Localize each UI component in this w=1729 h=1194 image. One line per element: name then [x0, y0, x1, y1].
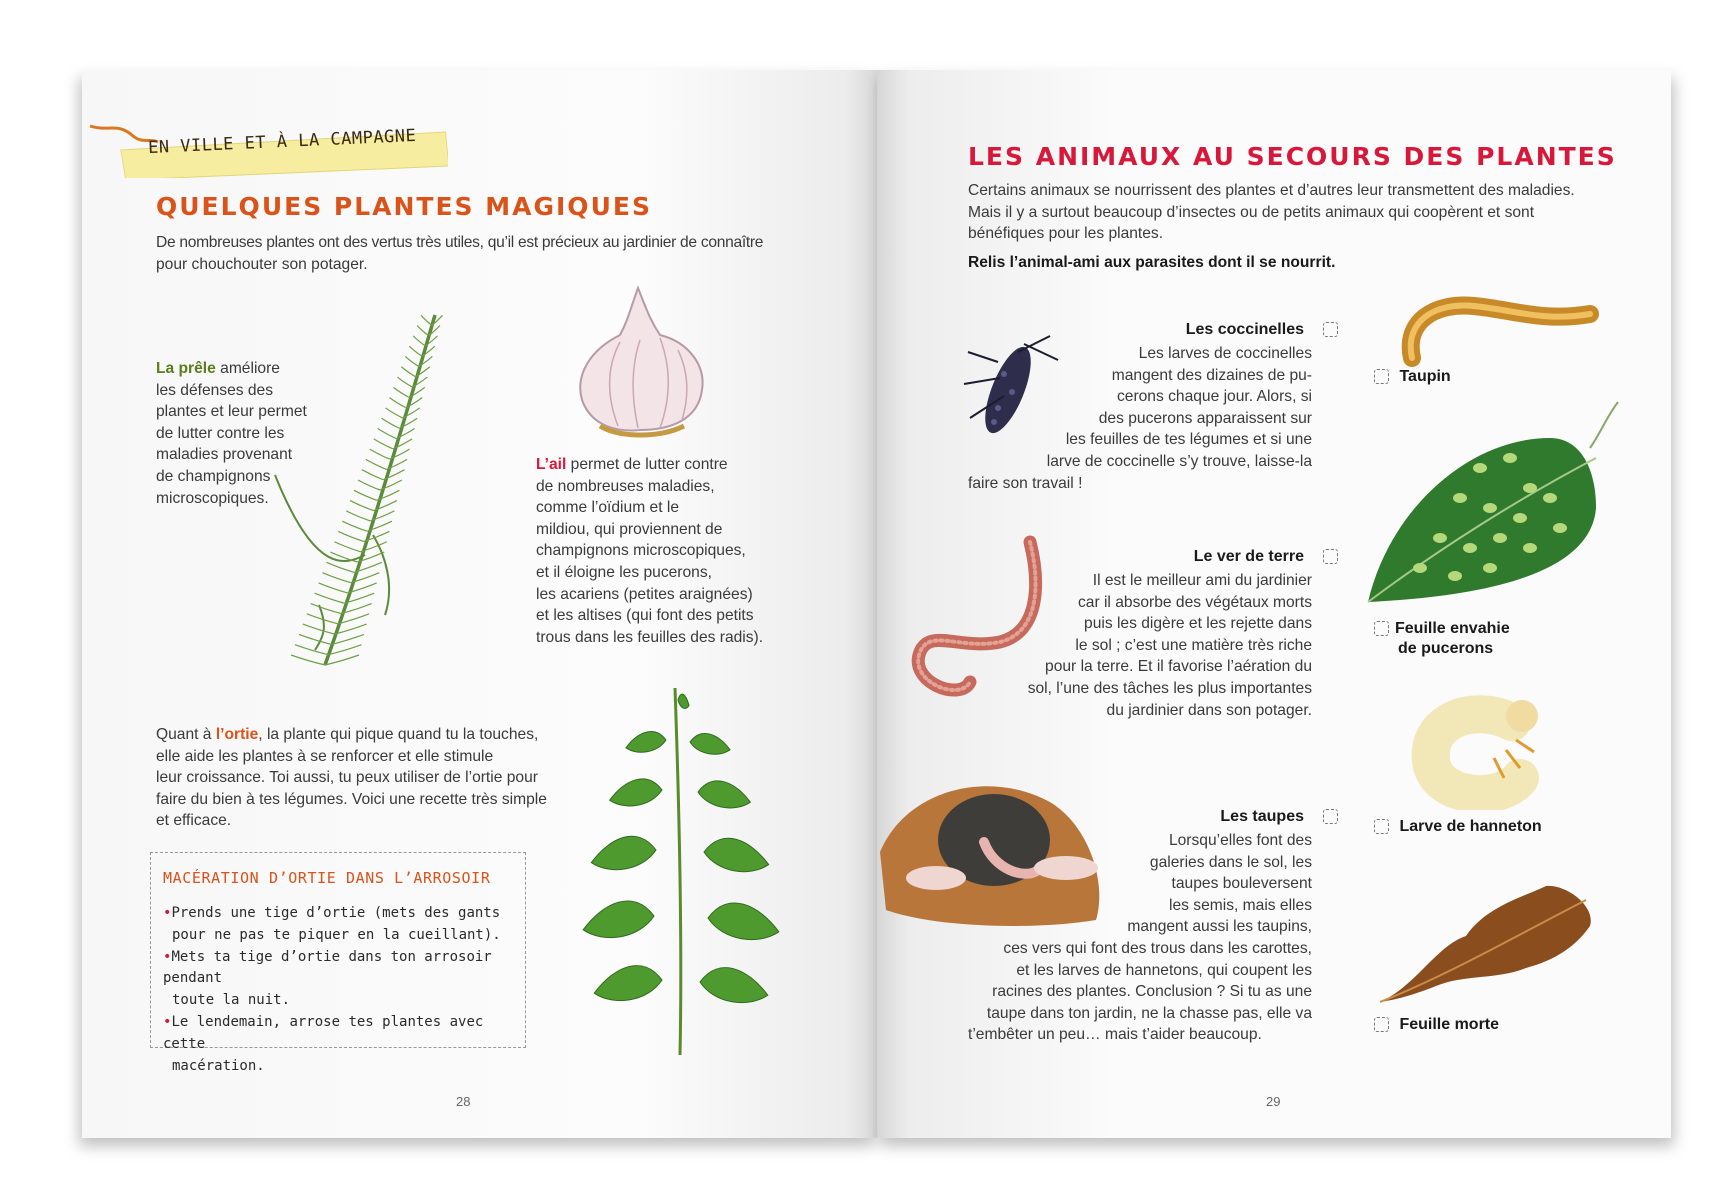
taupes-line: t’embêter un peu… mais t’aider beaucoup. [968, 1026, 1262, 1044]
ail-paragraph [536, 454, 796, 648]
taupes-line: mangent aussi les taupins, [1127, 918, 1312, 936]
garlic-illustration [560, 280, 720, 440]
coccinelles-title: Les coccinelles [1185, 321, 1304, 338]
intro-paragraph [968, 180, 1588, 245]
section-banner [88, 118, 448, 178]
taupes-line: taupe dans ton jardin, ne la chasse pas, elle va [986, 1004, 1312, 1022]
intro-line: Certains animaux se nourrissent des plantes et d’autres leur transmettent des maladies. [968, 182, 1575, 199]
page-number: 29 [1266, 1094, 1281, 1109]
ver-paragraph [968, 570, 1312, 721]
ver-title: Le ver de terre [1193, 548, 1304, 565]
aphid-leaf-label-cont: de pucerons [1398, 640, 1494, 657]
ail-line: et il éloigne les pucerons, [536, 563, 712, 581]
ortie-line: leur croissance. Toi aussi, tu peux utiliser de l’ortie pour [156, 769, 538, 787]
prele-line: plantes et leur permet [156, 403, 307, 421]
aphid-leaf-label: Feuille envahie [1395, 620, 1510, 637]
prele-line: les défenses des [156, 381, 274, 399]
ail-line: et les altises (qui font des petits [536, 607, 754, 625]
coccinelles-line: cerons chaque jour. Alors, si [1116, 388, 1312, 406]
ortie-name: l’ortie [215, 726, 259, 743]
ail-line: de nombreuses maladies, [536, 477, 715, 495]
recipe-box [150, 852, 526, 1074]
ortie-line: elle aide les plantes à se renforcer et elle stimule [156, 747, 494, 765]
ail-name: L’ail [536, 456, 567, 473]
ail-line: comme l’oïdium et le [536, 499, 679, 517]
intro-line: Mais il y a surtout beaucoup d’insectes ou de petits animaux qui coopèrent et sont [968, 203, 1535, 221]
nettle-illustration [570, 680, 790, 1060]
ail-line: les acariens (petites araignées) [536, 585, 753, 603]
dead-leaf-label: Feuille morte [1399, 1016, 1500, 1033]
ail-text: permet de lutter contre [566, 456, 728, 473]
recipe-item: •Prends une tige d’ortie (mets des gants [163, 905, 501, 921]
ver-line: pour la terre. Et il favorise l’aération du [1045, 658, 1312, 676]
coccinelles-paragraph [968, 343, 1312, 494]
click-beetle-larva-illustration [1394, 282, 1604, 372]
recipe-item-cont: macération. [172, 1057, 265, 1074]
parasite-cockchafer-larva [1374, 818, 1594, 836]
ver-line: le sol ; c’est une matière très riche [1075, 636, 1312, 654]
taupes-checkbox[interactable] [1323, 809, 1338, 824]
intro-line: De nombreuses plantes ont des vertus très utiles, qu’il est précieux au jardinier de connaître [156, 234, 764, 251]
parasite-aphid-leaf [1374, 620, 1574, 658]
ver-line: puis les digère et les rejette dans [1084, 615, 1312, 633]
taupes-line: Lorsqu’elles font des [1168, 832, 1312, 849]
ver-header [1108, 548, 1338, 566]
coccinelles-line: mangent des dizaines de pu- [1111, 366, 1312, 384]
ail-line: mildiou, qui proviennent de [536, 520, 723, 538]
page-title: LES ANIMAUX AU SECOURS DES PLANTES [968, 142, 1617, 171]
intro-line: bénéfiques pour les plantes. [968, 225, 1164, 243]
taupin-checkbox[interactable] [1374, 369, 1389, 384]
parasite-dead-leaf [1374, 1016, 1574, 1034]
recipe-item-cont: pour ne pas te piquer en la cueillant). [172, 926, 501, 943]
intro-paragraph [156, 232, 796, 275]
dead-leaf-checkbox[interactable] [1374, 1017, 1389, 1032]
prele-line: de champignons [156, 467, 271, 485]
aphid-leaf-illustration [1360, 398, 1620, 608]
prele-text: améliore [215, 360, 280, 377]
coccinelles-line: les feuilles de tes légumes et si une [1065, 431, 1312, 449]
taupes-line: galeries dans le sol, les [1149, 853, 1312, 871]
recipe-item-cont: toute la nuit. [172, 992, 291, 1009]
coccinelles-line: Les larves de coccinelles [1138, 345, 1312, 362]
prele-line: microscopiques. [156, 489, 269, 507]
prele-paragraph [156, 358, 336, 509]
taupes-title: Les taupes [1220, 808, 1304, 825]
prele-name: La prêle [156, 360, 216, 377]
coccinelles-header [1108, 321, 1338, 339]
coccinelles-line: larve de coccinelle s’y trouve, laisse-la [1046, 452, 1312, 470]
banner-text: EN VILLE ET À LA CAMPAGNE [147, 125, 417, 159]
taupes-header [1108, 808, 1338, 826]
taupes-line: taupes bouleversent [1171, 875, 1312, 893]
ver-line: du jardinier dans son potager. [1106, 701, 1312, 719]
dead-leaf-illustration [1376, 876, 1604, 1006]
ver-checkbox[interactable] [1323, 549, 1338, 564]
taupes-line: les semis, mais elles [1169, 896, 1312, 914]
taupes-line: racines des plantes. Conclusion ? Si tu as une [992, 983, 1312, 1001]
ver-line: sol, l’une des tâches les plus importantes [1027, 679, 1312, 697]
intro-line: pour chouchouter son potager. [156, 255, 368, 273]
recipe-list [163, 903, 523, 1077]
ortie-line: faire du bien à tes légumes. Voici une recette très simple [156, 790, 547, 808]
taupes-paragraph [968, 830, 1312, 1046]
coccinelles-checkbox[interactable] [1323, 322, 1338, 337]
ver-line: car il absorbe des végétaux morts [1077, 593, 1312, 611]
ortie-text: , la plante qui pique quand tu la touches, [258, 726, 539, 743]
taupes-line: et les larves de hannetons, qui coupent les [1016, 961, 1312, 979]
cockchafer-larva-illustration [1402, 692, 1562, 810]
parasite-taupin [1374, 368, 1574, 386]
recipe-title: MACÉRATION D’ORTIE DANS L’ARROSOIR [163, 869, 491, 887]
ortie-paragraph [156, 724, 586, 832]
prele-line: de lutter contre les [156, 424, 285, 442]
coccinelles-line: des pucerons apparaissent sur [1098, 409, 1312, 427]
ver-line: Il est le meilleur ami du jardinier [1092, 572, 1312, 589]
ortie-line: et efficace. [156, 812, 232, 830]
page-number: 28 [456, 1094, 471, 1109]
ail-line: trous dans les feuilles des radis). [536, 628, 764, 646]
taupes-line: ces vers qui font des trous dans les carottes, [1003, 939, 1312, 957]
recipe-item: •Mets ta tige d’ortie dans ton arrosoir pendant [163, 948, 492, 987]
taupin-label: Taupin [1399, 368, 1451, 385]
cockchafer-checkbox[interactable] [1374, 819, 1389, 834]
page-title: QUELQUES PLANTES MAGIQUES [156, 192, 652, 221]
ortie-prefix: Quant à [156, 726, 216, 743]
ail-line: champignons microscopiques, [536, 542, 746, 560]
recipe-item: •Le lendemain, arrose tes plantes avec cette [163, 1013, 484, 1052]
aphid-leaf-checkbox[interactable] [1374, 621, 1389, 636]
coccinelles-line: faire son travail ! [968, 474, 1083, 492]
cockchafer-label: Larve de hanneton [1399, 818, 1542, 835]
instruction: Relis l’animal-ami aux parasites dont il se nourrit. [968, 254, 1336, 271]
prele-line: maladies provenant [156, 446, 293, 464]
